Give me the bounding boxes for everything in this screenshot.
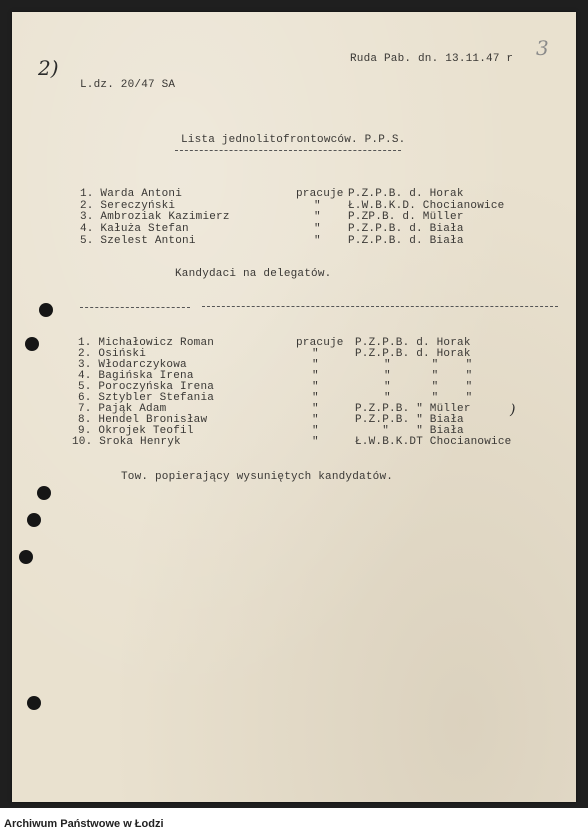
- item-number: 5.: [80, 235, 94, 247]
- list-item: [80, 236, 196, 247]
- document-title: Lista jednolitofrontowców. P.P.S.: [181, 134, 406, 146]
- punch-hole: [39, 303, 53, 317]
- item-job: pracuje: [296, 188, 344, 200]
- item-place: P.Z.P.B. d. Horak: [348, 188, 464, 200]
- item-name: Pająk Adam: [98, 403, 167, 415]
- item-job: ": [312, 359, 319, 371]
- archive-footer: [0, 808, 588, 840]
- item-number: 4.: [78, 370, 92, 382]
- item-name: Poroczyńska Irena: [98, 381, 215, 393]
- item-place: Ł.W.B.K.D. Chocianowice: [348, 200, 505, 212]
- item-name: Michałowicz Roman: [98, 337, 215, 349]
- reference-number: L.dz. 20/47 SA: [80, 79, 176, 91]
- item-name: Ambroziak Kazimierz: [100, 211, 230, 223]
- item-number: 5.: [78, 381, 92, 393]
- document-page: [12, 12, 576, 802]
- item-place: " " Biała: [355, 425, 464, 437]
- item-place: P.Z.P.B. d. Horak: [355, 337, 471, 349]
- margin-bracket-mark: ): [510, 402, 516, 418]
- item-place: P.Z.P.B. " Biała: [355, 414, 464, 426]
- item-job: ": [314, 211, 321, 223]
- list-item: [80, 212, 230, 223]
- archive-name: Archiwum Państwowe w Łodzi: [4, 818, 164, 830]
- punch-hole: [25, 337, 39, 351]
- item-job: ": [312, 348, 319, 360]
- list-item: [80, 224, 189, 235]
- punch-hole: [27, 696, 41, 710]
- item-name: Warda Antoni: [100, 188, 183, 200]
- item-place: " " ": [384, 392, 473, 404]
- item-job: ": [314, 200, 321, 212]
- item-place: Ł.W.B.K.DT Chocianowice: [355, 436, 512, 448]
- item-name: Okrojek Teofil: [98, 425, 194, 437]
- item-job: ": [314, 223, 321, 235]
- list-item: [80, 189, 182, 200]
- title-underline: [175, 150, 401, 151]
- item-job: pracuje: [296, 337, 344, 349]
- separator-line-left: [80, 307, 190, 308]
- item-job: ": [312, 392, 319, 404]
- item-number: 4.: [80, 223, 94, 235]
- item-place: " " ": [384, 370, 473, 382]
- item-job: ": [314, 235, 321, 247]
- item-number: 8.: [78, 414, 92, 426]
- page-number-mark: 3: [536, 36, 549, 60]
- item-number: 3.: [78, 359, 92, 371]
- item-place: P.Z.P.B. d. Horak: [355, 348, 471, 360]
- item-place: P.Z.P.B. " Müller: [355, 403, 471, 415]
- item-number: 7.: [78, 403, 92, 415]
- item-name: Bagińska Irena: [98, 370, 194, 382]
- item-place: P.ZP.B. d. Müller: [348, 211, 464, 223]
- item-job: ": [312, 370, 319, 382]
- item-number: 1.: [80, 188, 94, 200]
- item-job: ": [312, 436, 319, 448]
- place-date: Ruda Pab. dn. 13.11.47 r: [350, 53, 514, 65]
- item-number: 10.: [72, 436, 93, 448]
- item-number: 9.: [78, 425, 92, 437]
- item-place: P.Z.P.B. d. Biała: [348, 223, 464, 235]
- margin-note: 2): [38, 56, 59, 80]
- punch-hole: [27, 513, 41, 527]
- item-number: 2.: [78, 348, 92, 360]
- item-place: " " ": [384, 381, 473, 393]
- item-job: ": [312, 425, 319, 437]
- item-name: Sereczyński: [100, 200, 176, 212]
- item-job: ": [312, 403, 319, 415]
- item-name: Szelest Antoni: [100, 235, 196, 247]
- item-place: P.Z.P.B. d. Biała: [348, 235, 464, 247]
- punch-hole: [19, 550, 33, 564]
- item-name: Sroka Henryk: [99, 436, 181, 448]
- section-heading-kandydaci: Kandydaci na delegatów.: [175, 268, 332, 280]
- item-number: 6.: [78, 392, 92, 404]
- item-name: Włodarczykowa: [98, 359, 187, 371]
- item-job: ": [312, 414, 319, 426]
- list-item: [72, 437, 181, 448]
- item-place: " " ": [384, 359, 473, 371]
- item-name: Hendel Bronisław: [98, 414, 208, 426]
- item-number: 1.: [78, 337, 92, 349]
- item-number: 2.: [80, 200, 94, 212]
- punch-hole: [37, 486, 51, 500]
- item-name: Osiński: [98, 348, 147, 360]
- item-name: Sztybler Stefania: [98, 392, 215, 404]
- item-job: ": [312, 381, 319, 393]
- closing-line: Tow. popierający wysuniętych kandydatów.: [121, 471, 394, 483]
- item-number: 3.: [80, 211, 94, 223]
- separator-line-right: [202, 306, 558, 307]
- item-name: Kałuża Stefan: [100, 223, 189, 235]
